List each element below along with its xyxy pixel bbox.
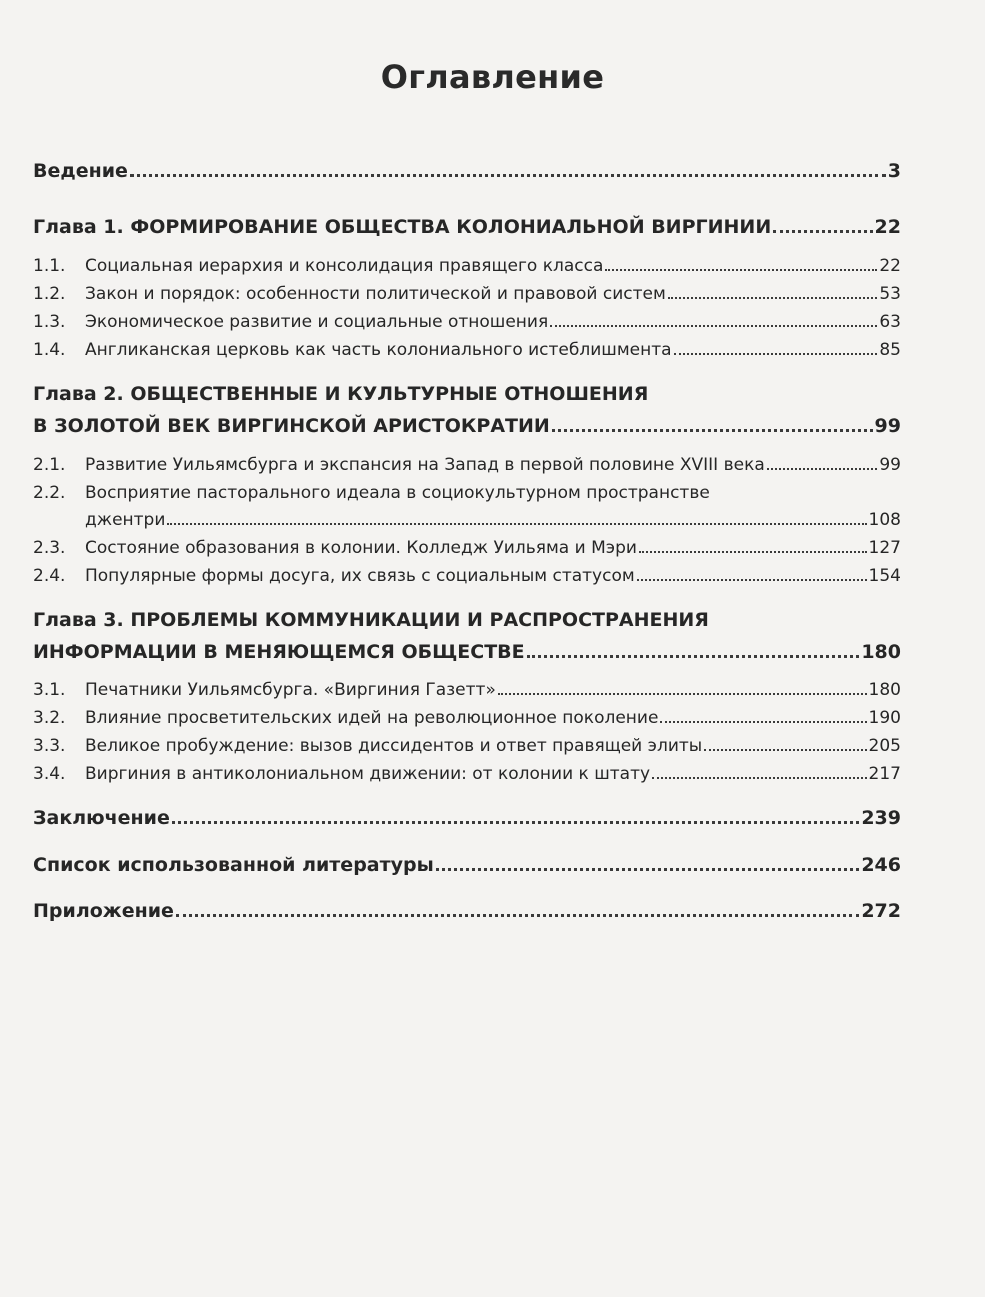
section-title: Англиканская церковь как часть колониального истеблишмента [85,340,672,360]
dot-leader [767,467,878,470]
toc-section-3-1 [33,680,901,700]
section-title: Развитие Уильямсбурга и экспансия на Запад в первой половине XVIII века [85,455,765,475]
section-page: 63 [879,312,901,332]
section-page: 99 [879,455,901,475]
section-title: Популярные формы досуга, их связь с социальным статусом [85,566,635,586]
dot-leader [552,428,873,432]
toc-entry-bibliography [33,854,901,876]
entry-page: 246 [861,854,901,876]
section-page: 22 [879,256,901,276]
entry-page: 239 [861,807,901,829]
section-title: Закон и порядок: особенности политической и правовой систем [85,284,666,304]
toc-section-2-4 [33,566,901,586]
toc-chapter-3-line1: Глава 3. ПРОБЛЕМЫ КОММУНИКАЦИИ И РАСПРОСТРАНЕНИЯ [33,609,709,631]
section-number: 3.3. [33,736,66,756]
section-title: Экономическое развитие и социальные отношения [85,312,549,332]
dot-leader [436,867,860,871]
toc-entry-conclusion [33,807,901,829]
toc-entry-intro [33,160,901,182]
section-number: 3.1. [33,680,66,700]
section-number: 2.1. [33,455,66,475]
section-page: 180 [868,680,901,700]
toc-section-2-2 [85,510,901,530]
section-number: 1.4. [33,340,66,360]
toc-section-3-4 [33,764,901,784]
toc-title: Оглавление [380,58,605,96]
toc-section-3-3 [33,736,901,756]
section-title: Состояние образования в колонии. Колледж Уильяма и Мэри [85,538,637,558]
toc-entry-appendix [33,900,901,922]
entry-label: Ведение [33,160,128,182]
section-title: Влияние просветительских идей на революционное поколение [85,708,659,728]
section-title: Виргиния в антиколониальном движении: от колонии к штату [85,764,651,784]
dot-leader [167,522,866,525]
section-page: 53 [879,284,901,304]
section-page: 108 [868,510,901,530]
dot-leader [527,654,860,658]
entry-page: 3 [887,160,901,182]
dot-leader [674,352,878,355]
section-number: 2.4. [33,566,66,586]
chapter-label: В ЗОЛОТОЙ ВЕК ВИРГИНСКОЙ АРИСТОКРАТИИ [33,415,550,437]
toc-section-1-3 [33,312,901,332]
section-page: 217 [868,764,901,784]
dot-leader [773,229,872,233]
section-page: 85 [879,340,901,360]
section-number: 2.2. [33,483,66,503]
toc-section-2-2-line1 [33,483,901,503]
dot-leader [176,913,859,917]
section-title: Восприятие пасторального идеала в социокультурном пространстве [85,483,710,503]
chapter-page: 180 [861,641,901,663]
section-page: 205 [868,736,901,756]
dot-leader [130,173,886,177]
toc-chapter-3 [33,641,901,663]
dot-leader [660,720,866,723]
chapter-page: 99 [874,415,901,437]
entry-label: Заключение [33,807,170,829]
section-page: 190 [868,708,901,728]
dot-leader [704,748,866,751]
section-page: 127 [868,538,901,558]
section-page: 154 [868,566,901,586]
toc-section-2-3 [33,538,901,558]
toc-section-1-2 [33,284,901,304]
section-number: 2.3. [33,538,66,558]
toc-chapter-2-line1: Глава 2. ОБЩЕСТВЕННЫЕ И КУЛЬТУРНЫЕ ОТНОШЕНИЯ [33,383,649,405]
toc-section-3-2 [33,708,901,728]
section-title: Социальная иерархия и консолидация правящего класса [85,256,604,276]
toc-section-1-1 [33,256,901,276]
section-title: Печатники Уильямсбурга. «Виргиния Газетт» [85,680,496,700]
entry-label: Приложение [33,900,174,922]
dot-leader [172,820,859,824]
chapter-page: 22 [874,216,901,238]
chapter-label: Глава 1. ФОРМИРОВАНИЕ ОБЩЕСТВА КОЛОНИАЛЬНОЙ ВИРГИНИИ [33,216,772,238]
dot-leader [652,776,867,779]
chapter-label: ИНФОРМАЦИИ В МЕНЯЮЩЕМСЯ ОБЩЕСТВЕ [33,641,525,663]
dot-leader [637,578,867,581]
section-number: 1.2. [33,284,66,304]
dot-leader [550,324,877,327]
section-number: 1.3. [33,312,66,332]
dot-leader [605,268,877,271]
entry-page: 272 [861,900,901,922]
toc-section-1-4 [33,340,901,360]
section-title: Великое пробуждение: вызов диссидентов и ответ правящей элиты [85,736,703,756]
toc-chapter-1 [33,216,901,238]
section-number: 1.1. [33,256,66,276]
toc-section-2-1 [33,455,901,475]
section-number: 3.4. [33,764,66,784]
entry-label: Список использованной литературы [33,854,434,876]
section-number: 3.2. [33,708,66,728]
dot-leader [639,550,867,553]
section-title-cont: джентри [85,510,166,530]
dot-leader [668,296,878,299]
dot-leader [498,692,867,695]
toc-chapter-2 [33,415,901,437]
